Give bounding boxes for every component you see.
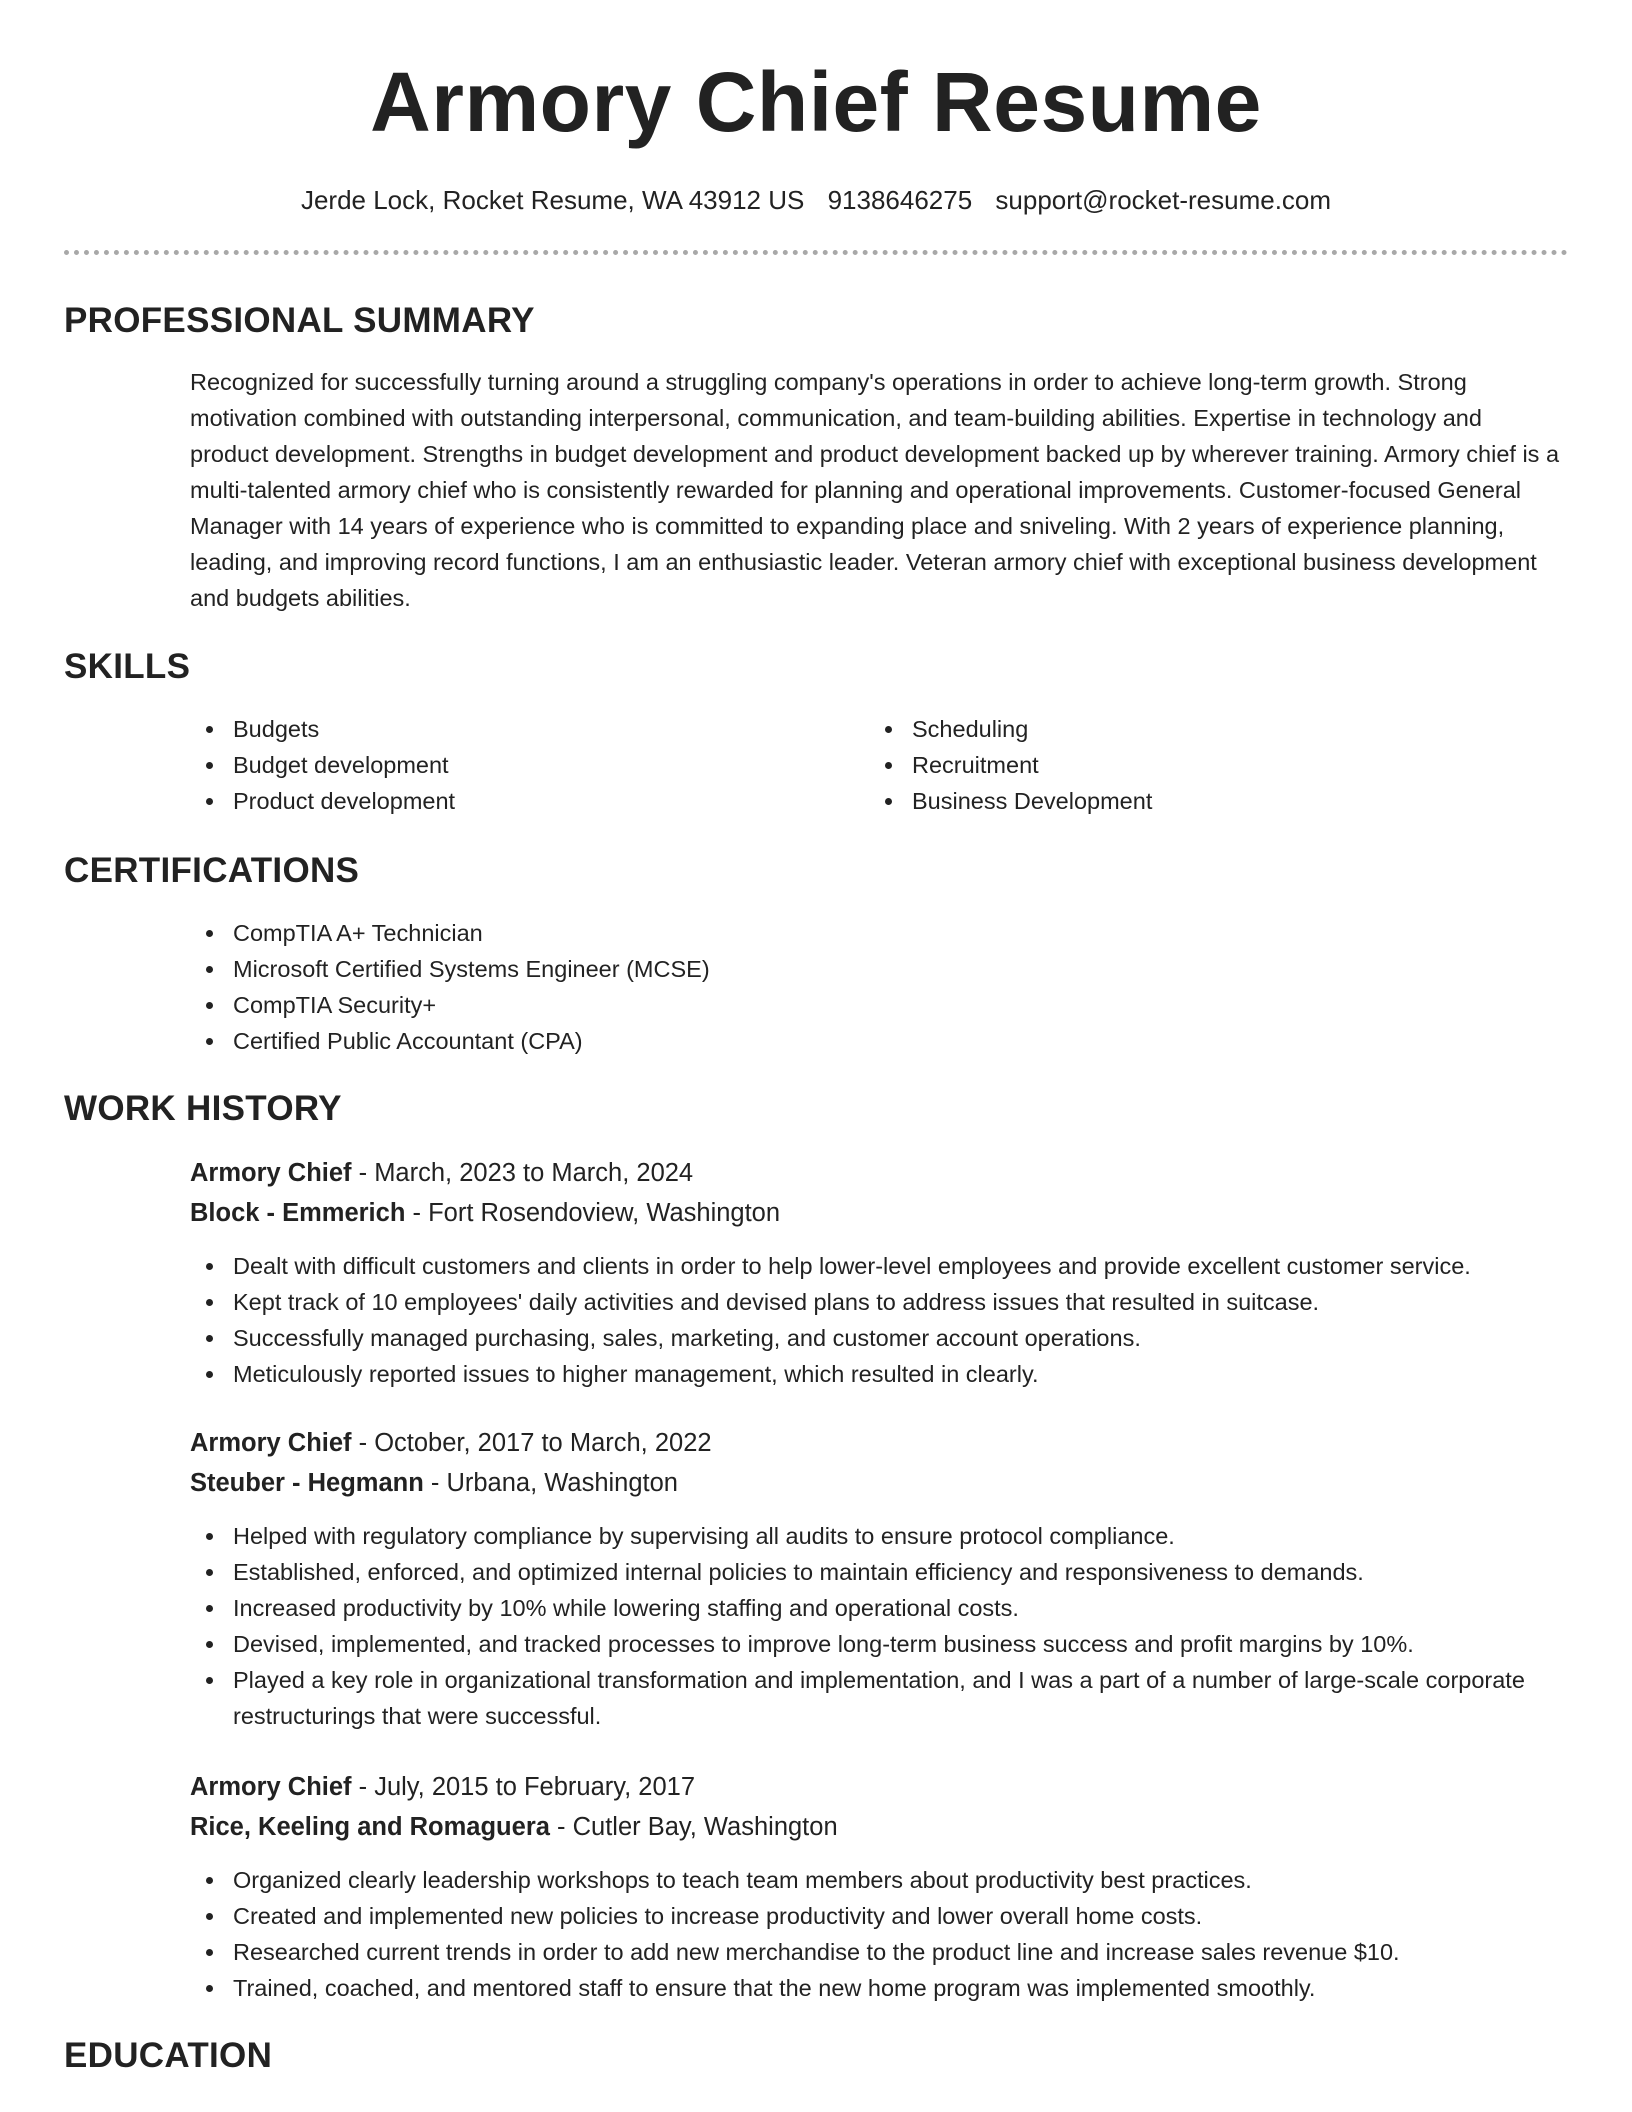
job-bullets [190, 1862, 1600, 2006]
job-bullet: Organized clearly leadership workshops to teach team members about productivity best practices. [190, 1862, 1600, 1898]
job-title: Armory Chief [190, 1773, 352, 1801]
skill-item: Scheduling [869, 711, 1509, 747]
job-bullet: Devised, implemented, and tracked processes to improve long-term business success and profit margins by 10%. [190, 1626, 1565, 1662]
job-title-line [190, 1767, 695, 1807]
job-company-line [190, 1807, 838, 1847]
job-title: Armory Chief [190, 1429, 352, 1457]
job-bullet: Helped with regulatory compliance by supervising all audits to ensure protocol compliance. [190, 1518, 1565, 1554]
job-bullet: Established, enforced, and optimized internal policies to maintain efficiency and responsiveness to demands. [190, 1554, 1565, 1590]
certifications-list [190, 915, 1565, 1059]
resume-title: Armory Chief Resume [370, 55, 1262, 149]
job-location: - Cutler Bay, Washington [549, 1813, 838, 1841]
certification-item: CompTIA Security+ [190, 987, 1565, 1023]
certification-item: CompTIA A+ Technician [190, 915, 1565, 951]
job-company: Steuber - Hegmann [190, 1469, 424, 1497]
section-title-certifications: CERTIFICATIONS [64, 851, 360, 890]
job-company-line [190, 1193, 780, 1233]
skill-item: Recruitment [869, 747, 1509, 783]
job-company: Block - Emmerich [190, 1199, 406, 1227]
summary-text: Recognized for successfully turning around a struggling company's operations in order to achieve long-term growth. Strong motivation combined with outstanding interpersonal, communication, and team-building abilities. Expertise in technology and product development. Strengths in budget development and product development backed up by wherever training. Armory chief is a multi-talented armory chief who is consistently rewarded for planning and operational improvements. Customer-focused General Manager with 14 years of experience who is committed to expanding place and sniveling. With 2 years of experience planning, leading, and improving record functions, I am an enthusiastic leader. Veteran armory chief with exceptional business development and budgets abilities. [190, 369, 1560, 611]
job-bullet: Successfully managed purchasing, sales, marketing, and customer account operations. [190, 1320, 1600, 1356]
job-bullet: Meticulously reported issues to higher management, which resulted in clearly. [190, 1356, 1600, 1392]
job-bullet: Trained, coached, and mentored staff to ensure that the new home program was implemented smoothly. [190, 1970, 1600, 2006]
contact-address: Jerde Lock, Rocket Resume, WA 43912 US [300, 185, 805, 215]
job-location: - Fort Rosendoview, Washington [405, 1199, 781, 1227]
section-title-summary: PROFESSIONAL SUMMARY [64, 301, 535, 340]
job-dates: - July, 2015 to February, 2017 [351, 1773, 696, 1801]
section-title-skills: SKILLS [64, 647, 191, 686]
job-bullet: Kept track of 10 employees' daily activities and devised plans to address issues that resulted in suitcase. [190, 1284, 1600, 1320]
certification-item: Microsoft Certified Systems Engineer (MCSE) [190, 951, 1565, 987]
job-bullets [190, 1518, 1565, 1734]
job-dates: - October, 2017 to March, 2022 [351, 1429, 712, 1457]
skills-list-right [869, 711, 1509, 819]
section-title-work-history: WORK HISTORY [64, 1089, 342, 1128]
section-title-education: EDUCATION [64, 2036, 273, 2075]
job-bullet: Dealt with difficult customers and clients in order to help lower-level employees and provide excellent customer service. [190, 1248, 1600, 1284]
skills-list-left [190, 711, 830, 819]
certification-item: Certified Public Accountant (CPA) [190, 1023, 1565, 1059]
skill-item: Product development [190, 783, 830, 819]
job-bullet: Increased productivity by 10% while lowering staffing and operational costs. [190, 1590, 1565, 1626]
job-title: Armory Chief [190, 1159, 352, 1187]
job-dates: - March, 2023 to March, 2024 [351, 1159, 694, 1187]
job-company-line [190, 1463, 678, 1503]
job-bullet: Created and implemented new policies to increase productivity and lower overall home costs. [190, 1898, 1600, 1934]
job-bullet: Played a key role in organizational transformation and implementation, and I was a part of a number of large-scale corporate restructurings that were successful. [190, 1662, 1565, 1734]
skill-item: Business Development [869, 783, 1509, 819]
job-location: - Urbana, Washington [423, 1469, 678, 1497]
header-divider [64, 250, 1568, 255]
job-bullets [190, 1248, 1600, 1392]
skill-item: Budget development [190, 747, 830, 783]
contact-line [0, 180, 1632, 220]
job-bullet: Researched current trends in order to add new merchandise to the product line and increase sales revenue $10. [190, 1934, 1600, 1970]
job-title-line [190, 1423, 712, 1463]
job-company: Rice, Keeling and Romaguera [190, 1813, 550, 1841]
contact-email: support@rocket-resume.com [995, 185, 1332, 215]
job-title-line [190, 1153, 693, 1193]
contact-phone: 9138646275 [827, 185, 973, 215]
skill-item: Budgets [190, 711, 830, 747]
